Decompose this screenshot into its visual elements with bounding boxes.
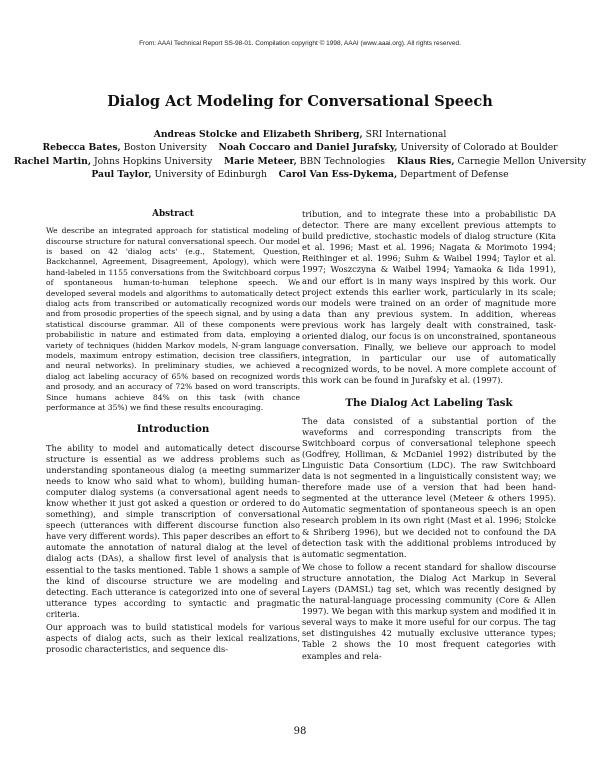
author-block (0, 128, 600, 182)
author-names: Rebecca Bates, (42, 142, 121, 154)
author-names: Klaus Ries, (396, 155, 455, 167)
author-affiliation: Johns Hopkins University (93, 155, 213, 167)
author-names: Carol Van Ess-Dykema, (278, 169, 398, 181)
author-affiliation: University of Edinburgh (154, 169, 267, 181)
author-affiliation: Carnegie Mellon University (457, 155, 587, 167)
intro-paragraph-2: Our approach was to build statistical models for various aspects of dialog acts, such as their lexical realizations, prosodic characteristics, and sequence dis- (46, 622, 300, 655)
author-names: Noah Coccaro and Daniel Jurafsky, (218, 142, 398, 154)
paper-title: Dialog Act Modeling for Conversational Speech (107, 93, 493, 110)
continued-paragraph: tribution, and to integrate these into a probabilistic DA detector. There are many excellent previous attempts to build predictive, stochastic models of dialog structure (Kita et al. 1996; Mast et al. 1996; Nagata & Morimoto 1994; Reithinger et al. 1996; Suhm & Waibel 1994; Taylor et al. 1997; Woszczyna & Waibel 1994; Yamaoka & Iida 1991), and our effort is in many ways inspired by this work. Our project extends this earlier work, particularly in its scale; our models were trained on an order of magnitude more data than any previous system. In addition, whereas previous work has largely dealt with constrained, task-oriented dialog, our focus is on unconstrained, spontaneous conversation. Finally, we believe our approach to model integration, in particular our use of automatically recognized words, to be novel. A more complete account of this work can be found in Jurafsky et al. (1997). (302, 209, 556, 386)
page-number: 98 (293, 726, 307, 737)
intro-paragraph-1: The ability to model and automatically detect discourse structure is essential as we address problems such as understanding spontaneous dialog (a meeting summarizer needs to know who said what to whom), building human-computer dialog systems (a conversational agent needs to know whether it just got asked a question or ordered to do something), and simple transcription of conversational speech (utterances with different discourse function also have very different words). This paper describes an effort to automate the annotation of natural dialog at the level of dialog acts (DAs), a shallow first level of analysis that is essential to the tasks mentioned. Table 1 shows a sample of the kind of discourse structure we are modeling and detecting. Each utterance is categorized into one of several utterance types according to syntactic and pragmatic criteria. (46, 442, 300, 619)
introduction-heading: Introduction (136, 423, 210, 436)
abstract-text: We describe an integrated approach for statistical modeling of discourse structure for natural conversational speech. Our model is based on 42 'dialog acts' (e.g., Statement, Question, Backchannel, Agreement, Disagreement, Apology), which were hand-labeled in 1155 conversations from the Switchboard corpus of spontaneous human-to-human telephone speech. We developed several models and algorithms to automatically detect dialog acts from transcribed or automatically recognized words and from prosodic properties of the speech signal, and by using a statistical discourse grammar. All of these components were probabilistic in nature and estimated from data, employing a variety of techniques (hidden Markov models, N-gram language models, maximum entropy estimation, decision tree classifiers, and neural networks). In preliminary studies, we achieved a dialog act labeling accuracy of 65% based on recognized words and prosody, and an accuracy of 72% based on word transcripts. Since humans achieve 84% on this task (with chance performance at 35%) we find these results encouraging. (46, 226, 300, 412)
author-affiliation: Boston University (123, 142, 207, 154)
author-names: Paul Taylor, (91, 169, 152, 181)
author-names: Andreas Stolcke and Elizabeth Shriberg, (153, 129, 363, 140)
author-names: Marie Meteer, (223, 155, 297, 167)
author-affiliation: SRI International (365, 129, 447, 140)
task-paragraph-2: We chose to follow a recent standard for shallow discourse structure annotation, the Dialog Act Markup in Several Layers (DAMSL) tag set, which was recently designed by the natural-language processing community (Core & Allen 1997). We began with this markup system and modified it in several ways to make it more useful for our corpus. The tag set distinguishes 42 mutually exclusive utterance types; Table 2 shows the 10 most frequent categories with examples and rela- (302, 561, 556, 661)
author-line-1 (0, 128, 600, 141)
task-paragraph-1: The data consisted of a substantial portion of the waveforms and corresponding transcripts from the Switchboard corpus of conversational telephone speech (Godfrey, Holliman, & McDaniel 1992) distributed by the Linguistic Data Consortium (LDC). The raw Switchboard data is not segmented in a linguistically consistent way; we therefore made use of a version that had been hand-segmented at the utterance level (Meteer & others 1995). Automatic segmentation of spontaneous speech is an open research problem in its own right (Mast et al. 1996; Stolcke & Shriberg 1996), but we decided not to confound the DA detection task with the additional problems introduced by automatic segmentation. (302, 415, 556, 559)
task-heading: The Dialog Act Labeling Task (345, 396, 513, 409)
copyright-header: From: AAAI Technical Report SS-98-01. Compilation copyright © 1998, AAAI (www.aaai.org). All rights reserved. (139, 40, 461, 47)
author-line-2 (0, 141, 600, 154)
author-line-3 (0, 155, 600, 168)
right-column (302, 209, 556, 664)
author-affiliation: Department of Defense (400, 169, 509, 181)
left-column (46, 209, 300, 657)
author-line-4 (0, 168, 600, 181)
abstract-heading: Abstract (152, 209, 194, 219)
author-affiliation: BBN Technologies (299, 155, 386, 167)
author-names: Rachel Martin, (13, 155, 92, 167)
author-affiliation: University of Colorado at Boulder (400, 142, 558, 154)
